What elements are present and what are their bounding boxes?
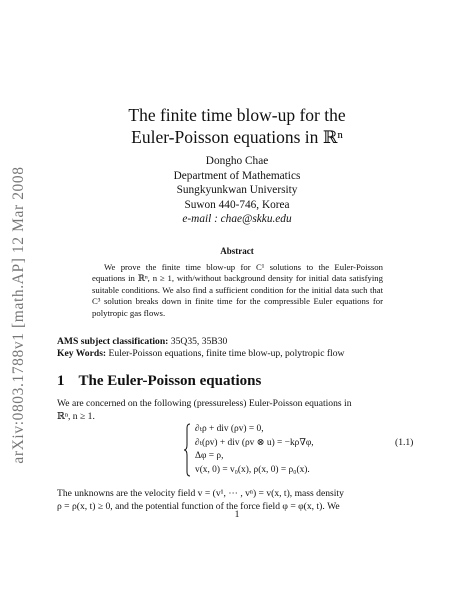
ams-value: 35Q35, 35B30 xyxy=(170,336,228,347)
email-label: e-mail : xyxy=(182,213,218,225)
ams-label: AMS subject classification: xyxy=(57,336,169,347)
author-email-line xyxy=(60,212,414,227)
section-title-text: The Euler-Poisson equations xyxy=(78,373,262,389)
author-name: Dongho Chae xyxy=(205,155,269,167)
section-number: 1 xyxy=(57,373,65,389)
arxiv-stamp-text: arXiv:0803.1788v1 [math.AP] 12 Mar 2008 xyxy=(10,166,27,464)
equation-line-2: ∂ₜ(ρv) + div (ρv ⊗ u) = −kρ∇φ, xyxy=(195,437,314,448)
equation-lines xyxy=(195,423,314,477)
equation-line-1: ∂ₜρ + div (ρv) = 0, xyxy=(195,424,264,434)
author-block xyxy=(60,154,414,227)
left-brace xyxy=(183,423,191,477)
equation-line-4: v(x, 0) = v₀(x), ρ(x, 0) = ρ₀(x). xyxy=(195,464,310,475)
paper-title xyxy=(60,104,414,148)
title-line-1: The finite time blow-up for the xyxy=(128,105,346,125)
equation-number: (1.1) xyxy=(395,437,414,448)
ams-line xyxy=(57,336,427,348)
intro-paragraph xyxy=(57,398,417,423)
page-number: 1 xyxy=(234,509,240,520)
abstract-text: We prove the finite time blow-up for C¹ solutions to the Euler-Poisson equations in ℝⁿ, n ≥ 1, with/without background density for initial data satisfying suitable conditions. We also find a sufficient condition for the initial data such that C³ solution breaks down in finite time for the compressible Euler equations for polytropic gas flows. xyxy=(92,262,383,318)
author-city: Suwon 440-746, Korea xyxy=(184,198,290,211)
keywords-line xyxy=(57,348,427,360)
keywords-value: Euler-Poisson equations, finite time blow-up, polytropic flow xyxy=(108,348,345,359)
title-line-2: Euler-Poisson equations in ℝⁿ xyxy=(131,127,343,147)
abstract-heading: Abstract xyxy=(220,246,254,256)
equation-system xyxy=(183,423,333,477)
closing-line-2: ρ = ρ(x, t) ≥ 0, and the potential function of the force field φ = φ(x, t). We xyxy=(57,500,340,512)
author-university: Sungkyunkwan University xyxy=(176,184,298,196)
arxiv-side-stamp xyxy=(4,155,34,475)
intro-line-2: ℝⁿ, n ≥ 1. xyxy=(57,410,95,422)
equation-line-3: Δφ = ρ, xyxy=(195,451,224,461)
closing-line-1: The unknowns are the velocity field v = (v¹, ⋯ , vⁿ) = v(x, t), mass density xyxy=(57,488,344,499)
section-heading xyxy=(57,373,261,390)
intro-line-1: We are concerned on the following (pressureless) Euler-Poisson equations in xyxy=(57,398,352,409)
keywords-label: Key Words: xyxy=(57,348,107,359)
email-address[interactable]: chae@skku.edu xyxy=(220,213,292,225)
author-department: Department of Mathematics xyxy=(173,169,301,182)
classification-block xyxy=(57,336,427,360)
